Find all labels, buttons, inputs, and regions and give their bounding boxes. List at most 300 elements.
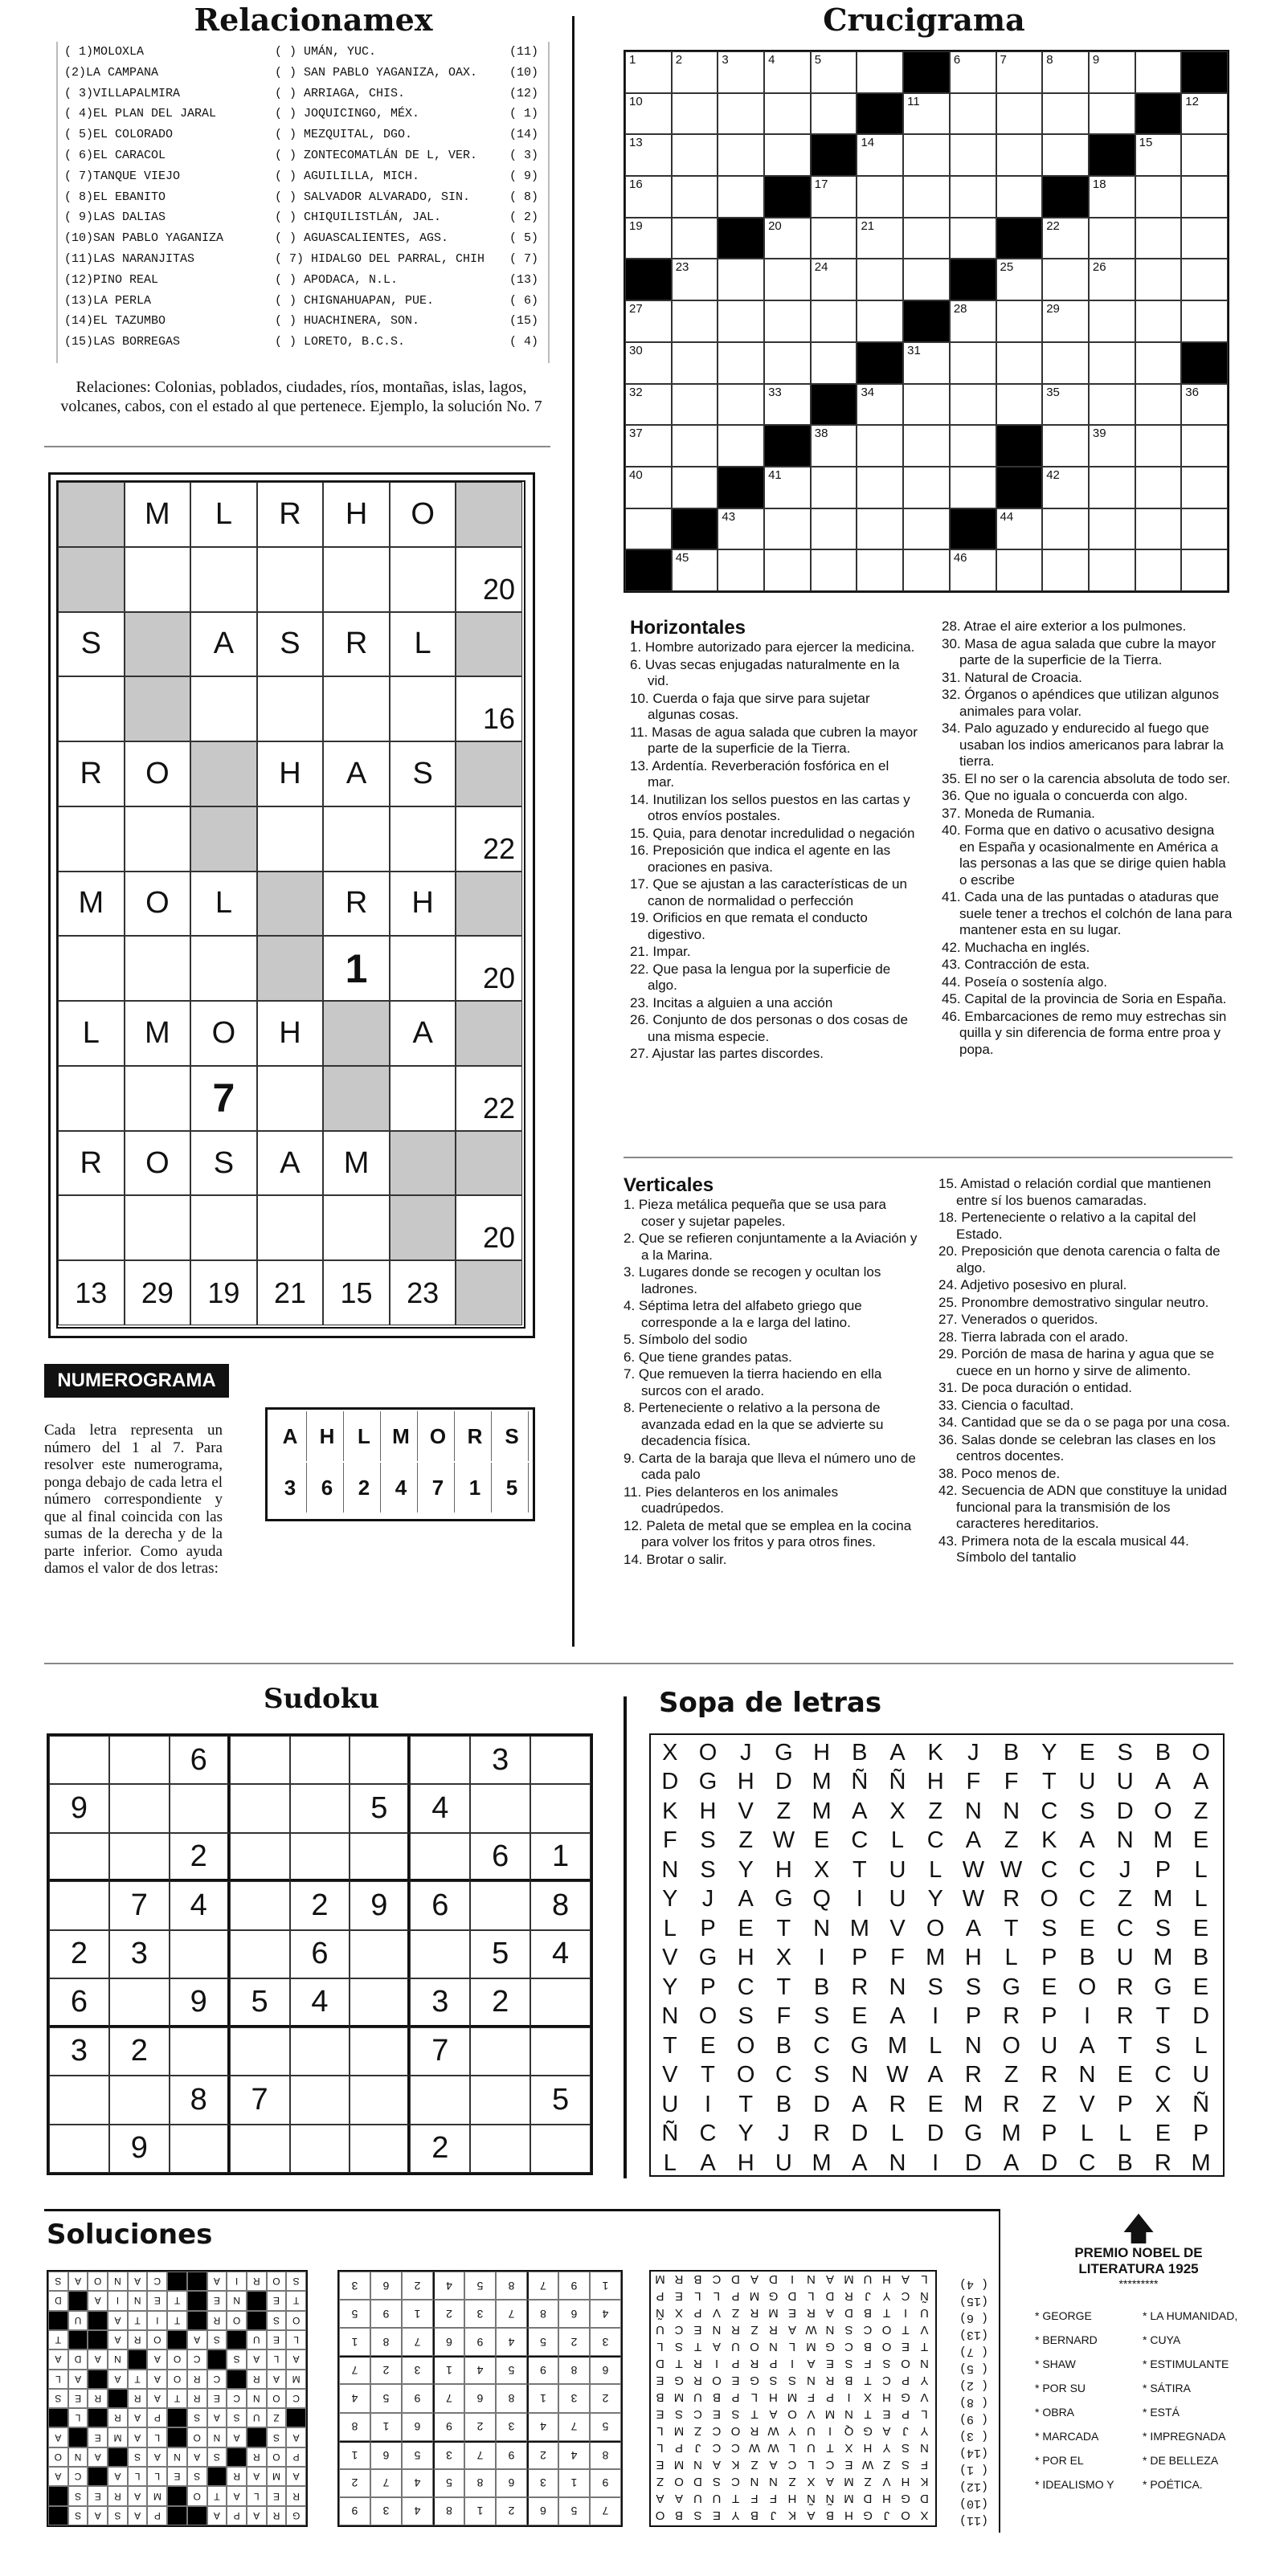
sopa-letter: X <box>889 1798 906 1824</box>
sopa-solution-letter: B <box>864 2306 873 2320</box>
sudoku-cell: 4 <box>170 1881 230 1929</box>
sudoku-solution-cell: 8 <box>496 2384 527 2412</box>
crucigrama-solution-cell: A <box>88 2349 108 2369</box>
sudoku-solution-cell: 8 <box>527 2300 558 2328</box>
sudoku-cell: 6 <box>470 1833 530 1881</box>
sopa-solution-letter: T <box>920 2340 929 2354</box>
crucigrama-cell <box>625 93 672 135</box>
numerograma-cell: 7 <box>190 1066 257 1131</box>
crucigrama-cell <box>857 508 903 550</box>
sopa-letter: C <box>699 2121 717 2147</box>
sopa-solution-letter: M <box>673 2390 685 2404</box>
numerograma-cell: H <box>390 872 456 937</box>
numerograma-cell <box>257 547 324 612</box>
sudoku-cell <box>49 1736 109 1784</box>
crucigrama-cell <box>996 300 1043 342</box>
sopa-title: Sopa de letras <box>659 1687 882 1719</box>
sopa-solution-letter: P <box>731 2357 740 2370</box>
sopa-letter: P <box>1041 2121 1057 2147</box>
crucigrama-cell <box>811 93 857 135</box>
sudoku-cell <box>230 1930 290 1978</box>
sopa-letter: P <box>1192 2121 1209 2147</box>
crucigrama-solution-black <box>167 2272 187 2291</box>
sopa-solution-letter: C <box>712 2441 722 2455</box>
crucigrama-cell <box>1089 176 1135 218</box>
sopa-letter: U <box>1078 1769 1096 1795</box>
sopa-solution-letter: E <box>826 2357 835 2370</box>
sopa-solution-letter: P <box>656 2289 664 2303</box>
sopa-letter: M <box>849 1915 869 1941</box>
horizontal-clue: 40. Forma que en dativo o acusativo designa en España y ocasionalmente en América a las personas a las que se dirige quien habla o escribe <box>942 823 1226 888</box>
crucigrama-cell <box>718 342 764 384</box>
crucigrama-black-cell <box>857 93 903 135</box>
crucigrama-solution-cell: L <box>267 2349 287 2369</box>
sopa-letter: B <box>813 1974 830 2000</box>
crucigrama-solution-cell: R <box>247 2447 267 2467</box>
sopa-solution-letter: M <box>768 2306 779 2320</box>
crucigrama-solution-cell: U <box>247 2330 267 2349</box>
sopa-solution-letter: W <box>805 2323 817 2337</box>
sopa-solution-letter: P <box>902 2374 910 2387</box>
crucigrama-solution-cell: A <box>128 2427 148 2447</box>
crucigrama-solution-cell: A <box>247 2349 267 2369</box>
crucigrama-cell <box>1089 384 1135 426</box>
numerograma-cell: L <box>190 482 257 547</box>
sopa-letter: S <box>700 1827 716 1854</box>
sopa-solution-letter: L <box>808 2458 815 2472</box>
crucigrama-clue-number: 12 <box>1185 94 1199 108</box>
sudoku-cell: 1 <box>530 1833 591 1881</box>
crucigrama-solution-cell: E <box>267 2291 287 2310</box>
crucigrama-clue-number: 17 <box>814 178 828 192</box>
crucigrama-solution-cell: A <box>128 2272 148 2291</box>
crucigrama-cell <box>996 176 1043 218</box>
sudoku-cell <box>290 1736 350 1784</box>
crucigrama-cell <box>1135 176 1182 218</box>
sudoku-cell: 3 <box>470 1736 530 1784</box>
crucigrama-solution-cell: O <box>267 2272 287 2291</box>
sopa-letter: O <box>926 1915 945 1941</box>
sudoku-solution-cell: 7 <box>402 2328 433 2356</box>
sopa-letter: Z <box>1004 1827 1019 1854</box>
sopa-letter: B <box>1192 1945 1209 1971</box>
crucigrama-solution-cell: E <box>68 2389 88 2408</box>
sopa-solution-letter: T <box>882 2306 891 2320</box>
relacionamex-number: ( 9) <box>509 169 538 183</box>
horizontal-clue: 14. Inutilizan los sellos puestos en las cartas y otros envíos postales. <box>630 791 910 823</box>
sopa-solution-letter: O <box>750 2340 759 2354</box>
sopa-letter: G <box>850 2032 869 2059</box>
sudoku-solution-cell: 6 <box>370 2272 402 2300</box>
sopa-solution-letter: Z <box>864 2475 872 2488</box>
sopa-letter: N <box>813 1915 831 1941</box>
horizontal-clue: 16. Preposición que indica el agente en las oraciones en pasiva. <box>630 843 891 875</box>
crucigrama-cell <box>950 134 996 176</box>
crucigrama-solution-black <box>88 2467 108 2486</box>
crucigrama-solution-cell: A <box>187 2447 207 2467</box>
relacionamex-place: ( 1)MOLOXLA <box>64 45 145 59</box>
numerograma-key-value: 7 <box>422 1463 455 1513</box>
sopa-solution-letter: Z <box>788 2475 796 2488</box>
crucigrama-solution-cell: A <box>68 2370 88 2389</box>
sopa-solution-letter: E <box>713 2407 722 2421</box>
crucigrama-solution-cell: S <box>207 2330 227 2349</box>
numerograma-cell <box>257 936 324 1001</box>
crucigrama-solution-cell: D <box>68 2349 88 2369</box>
crucigrama-solution-black <box>88 2370 108 2389</box>
sudoku-solution-cell: 8 <box>496 2272 527 2300</box>
numerograma-cell <box>58 1066 125 1131</box>
numerograma-cell <box>323 806 390 872</box>
crucigrama-solution-cell: A <box>128 2486 148 2505</box>
sudoku-cell: 6 <box>49 1978 109 2027</box>
crucigrama-cell <box>1135 384 1182 426</box>
sopa-letter: U <box>1116 1945 1134 1971</box>
relacionamex-solution-number: (15) <box>959 2294 988 2308</box>
numerograma-cell <box>323 547 390 612</box>
numerograma-cell <box>125 612 191 677</box>
crucigrama-cell <box>857 176 903 218</box>
relacionamex-row <box>64 332 546 353</box>
crucigrama-cell <box>903 259 950 300</box>
crucigrama-cell <box>718 549 764 591</box>
crucigrama-cell <box>1042 300 1089 342</box>
sudoku-solution-cell: 7 <box>464 2441 496 2469</box>
crucigrama-solution-cell: T <box>167 2311 187 2330</box>
horizontal-clue: 21. Impar. <box>630 944 691 959</box>
crucigrama-solution-black <box>286 2408 306 2427</box>
sopa-letter: A <box>852 2091 868 2117</box>
numerograma-cell: O <box>125 872 191 937</box>
sopa-letter: A <box>1192 1769 1209 1795</box>
numerograma-key-value: 2 <box>348 1463 381 1513</box>
sudoku-solution-cell: 5 <box>402 2441 433 2469</box>
crucigrama-cell <box>811 549 857 591</box>
crucigrama-solution-cell: A <box>286 2427 306 2447</box>
crucigrama-solution-cell: E <box>207 2291 227 2310</box>
relacionamex-solution-number: ( 2) <box>959 2378 988 2392</box>
crucigrama-solution-cell: R <box>286 2486 306 2505</box>
crucigrama-clue-number: 32 <box>629 385 643 399</box>
sudoku-solution-cell: 9 <box>558 2272 590 2300</box>
sopa-letter: Z <box>1118 1886 1133 1913</box>
sopa-solution-letter: M <box>749 2289 760 2303</box>
crucigrama-solution-cell: R <box>227 2467 247 2486</box>
sopa-letter: S <box>738 2003 754 2030</box>
sopa-solution-letter: P <box>902 2407 910 2421</box>
sopa-letter: J <box>967 1739 979 1766</box>
verticales-column-2 <box>938 1176 1234 1567</box>
sopa-solution-letter: S <box>844 2357 853 2370</box>
sopa-solution-letter: Z <box>750 2458 758 2472</box>
sudoku-solution-cell: 1 <box>558 2469 590 2497</box>
relacionamex-list <box>56 42 550 363</box>
crucigrama-solution-black <box>207 2467 227 2486</box>
crucigrama-cell <box>1042 425 1089 467</box>
horizontal-clue: 46. Embarcaciones de remo muy estrechas sin quilla y sin diferencia de forma entre proa y popa. <box>942 1008 1227 1057</box>
crucigrama-cell <box>1181 549 1228 591</box>
crucigrama-solution-cell: S <box>128 2447 148 2467</box>
sopa-letter: A <box>700 2149 716 2176</box>
relacionamex-number: ( 3) <box>509 149 538 162</box>
sudoku-cell <box>530 1978 591 2027</box>
sopa-solution-letter: N <box>769 2340 778 2354</box>
crucigrama-cell <box>1089 425 1135 467</box>
sudoku-solution-cell: 6 <box>527 2497 558 2525</box>
crucigrama-title: Crucigrama <box>823 2 1025 38</box>
sopa-solution-letter: V <box>807 2407 816 2421</box>
relacionamex-place: ( 8)EL EBANITO <box>64 190 166 204</box>
nobel-word: * IDEALISMO Y <box>1035 2478 1114 2491</box>
sopa-solution-letter: U <box>807 2441 816 2455</box>
sudoku-solution-cell: 3 <box>590 2328 621 2356</box>
sudoku-solution-cell: 1 <box>402 2300 433 2328</box>
sopa-letter: T <box>1155 2003 1171 2030</box>
sopa-letter: F <box>776 2003 791 2030</box>
numerograma-cell <box>456 741 522 806</box>
crucigrama-solution-cell: S <box>187 2467 207 2486</box>
sudoku-solution-cell: 9 <box>433 2413 464 2441</box>
sopa-letter: D <box>1192 2003 1210 2030</box>
crucigrama-solution-cell: E <box>88 2427 108 2447</box>
nobel-word: * GEORGE <box>1035 2309 1092 2322</box>
relacionamex-row <box>64 145 546 166</box>
sudoku-solution-cell: 3 <box>433 2441 464 2469</box>
sopa-letter: C <box>1078 1886 1096 1913</box>
sudoku-solution-cell: 4 <box>339 2384 370 2412</box>
sopa-letter: L <box>890 1827 905 1854</box>
crucigrama-solution-cell: S <box>267 2311 287 2330</box>
crucigrama-solution-cell: C <box>286 2389 306 2408</box>
sudoku-cell <box>530 2027 591 2076</box>
numerograma-cell <box>323 1195 390 1260</box>
crucigrama-black-cell <box>996 467 1043 508</box>
horizontales-heading: Horizontales <box>630 617 746 639</box>
vertical-clue: 1. Pieza metálica pequeña que se usa para coser y sujetar papeles. <box>624 1197 887 1229</box>
sopa-letter: R <box>1003 2003 1020 2030</box>
crucigrama-solution-cell: A <box>227 2486 247 2505</box>
crucigrama-cell <box>996 384 1043 426</box>
sudoku-solution-cell: 7 <box>496 2300 527 2328</box>
numerograma-key-letter: S <box>496 1411 529 1461</box>
crucigrama-cell <box>857 51 903 93</box>
sopa-solution-letter: U <box>920 2306 929 2320</box>
crucigrama-solution-cell: L <box>48 2370 68 2389</box>
vertical-clue: 5. Símbolo del sodio <box>624 1332 748 1347</box>
relacionamex-place: (13)LA PERLA <box>64 293 152 308</box>
sopa-solution-letter: B <box>675 2509 684 2522</box>
crucigrama-solution-cell: L <box>247 2486 267 2505</box>
crucigrama-cell <box>625 342 672 384</box>
sopa-solution-letter: S <box>788 2374 797 2387</box>
sopa-solution-letter: N <box>807 2272 816 2286</box>
sudoku-cell: 3 <box>49 2027 109 2076</box>
relacionamex-title: Relacionamex <box>194 2 433 38</box>
crucigrama-solution-cell: A <box>88 2506 108 2525</box>
sopa-solution-letter: K <box>920 2475 929 2488</box>
sudoku-solution-cell: 1 <box>590 2272 621 2300</box>
relacionamex-solution-number: ( 3) <box>959 2429 988 2443</box>
sopa-letter: L <box>929 2032 942 2059</box>
crucigrama-solution-cell: P <box>286 2447 306 2467</box>
sopa-letter: M <box>963 2091 983 2117</box>
sopa-solution-letter: Z <box>656 2475 664 2488</box>
nobel-title: PREMIO NOBEL DE LITERATURA 1925 <box>1074 2245 1203 2276</box>
crucigrama-cell <box>1089 259 1135 300</box>
sopa-solution-letter: V <box>920 2390 929 2404</box>
numerograma-grid <box>56 480 525 1329</box>
relacionamex-solution-number: (10) <box>959 2496 988 2510</box>
sopa-letter: M <box>812 1798 832 1824</box>
crucigrama-solution-cell: A <box>108 2330 128 2349</box>
crucigrama-cell <box>672 425 718 467</box>
relacionamex-number: ( 8) <box>509 190 538 204</box>
sopa-letter: A <box>965 1915 982 1941</box>
sopa-solution-letter: O <box>712 2374 722 2387</box>
crucigrama-solution-cell: O <box>286 2311 306 2330</box>
crucigrama-black-cell <box>625 259 672 300</box>
crucigrama-solution-cell: E <box>88 2486 108 2505</box>
crucigrama-solution-cell: O <box>267 2389 287 2408</box>
horizontal-clue: 34. Palo aguzado y endurecido al fuego que usaban los indios americanos para labrar la tierra. <box>942 721 1224 769</box>
crucigrama-cell <box>625 467 672 508</box>
vertical-clue: 4. Séptima letra del alfabeto griego que corresponde a la e larga del latino. <box>624 1298 862 1330</box>
sopa-solution-letter: E <box>844 2458 853 2472</box>
numerograma-cell <box>390 1195 456 1260</box>
sudoku-solution-cell: 1 <box>339 2441 370 2469</box>
numerograma-cell: O <box>125 741 191 806</box>
sudoku-cell: 7 <box>230 2076 290 2124</box>
sopa-letter: U <box>1116 1769 1134 1795</box>
numerograma-instructions: Cada letra representa un número del 1 al 7. Para resolver este numerograma, ponga debajo de cada letra el número correspondiente y que al final coincida con las sumas de la derecha y de la parte inferior. Como ayuda damos el valor de dos letras: <box>44 1422 223 1577</box>
sudoku-cell <box>230 2125 290 2173</box>
crucigrama-cell <box>1135 467 1182 508</box>
sopa-letter: Y <box>738 2121 754 2147</box>
crucigrama-solution-cell: A <box>88 2291 108 2310</box>
crucigrama-black-cell <box>1042 176 1089 218</box>
sudoku-cell <box>530 1784 591 1832</box>
crucigrama-solution-cell: S <box>267 2427 287 2447</box>
sopa-letter: H <box>926 1769 944 1795</box>
sopa-solution-letter: W <box>767 2424 779 2438</box>
crucigrama-black-cell <box>764 176 811 218</box>
sopa-letter: R <box>1041 2062 1058 2088</box>
sopa-letter: N <box>1116 1827 1134 1854</box>
numerograma-cell <box>390 936 456 1001</box>
crucigrama-cell <box>996 508 1043 550</box>
crucigrama-solution-black <box>68 2330 88 2349</box>
sopa-solution-letter: B <box>844 2374 853 2387</box>
crucigrama-cell <box>1181 467 1228 508</box>
sopa-solution-letter: E <box>656 2374 664 2387</box>
sopa-solution-letter: W <box>861 2458 874 2472</box>
sopa-solution-letter: Y <box>882 2289 891 2303</box>
sopa-solution-letter: Y <box>788 2424 797 2438</box>
sopa-letter: D <box>926 2121 944 2147</box>
sudoku-solution <box>337 2270 623 2527</box>
sopa-solution-letter: L <box>921 2272 928 2286</box>
numerograma-cell: L <box>58 1001 125 1066</box>
sopa-letter: O <box>1192 1739 1210 1766</box>
sopa-solution-letter: T <box>731 2492 740 2505</box>
sopa-letter: S <box>965 1974 982 2000</box>
crucigrama-cell <box>857 467 903 508</box>
crucigrama-clue-number: 29 <box>1046 302 1060 316</box>
sopa-solution-letter: D <box>656 2357 664 2370</box>
crucigrama-cell <box>903 549 950 591</box>
horizontal-clue: 35. El no ser o la carencia absoluta de todo ser. <box>942 770 1231 786</box>
sudoku-grid <box>47 1733 593 2175</box>
crucigrama-cell <box>811 300 857 342</box>
crucigrama-cell <box>1181 425 1228 467</box>
sopa-solution-letter: P <box>693 2306 702 2320</box>
crucigrama-cell <box>625 218 672 259</box>
sopa-solution-letter: E <box>713 2509 722 2522</box>
crucigrama-solution-black <box>167 2330 187 2349</box>
numerograma-cell: L <box>390 612 456 677</box>
relacionamex-row <box>64 207 546 228</box>
sopa-letter: T <box>738 2091 754 2117</box>
numerograma-badge: NUMEROGRAMA <box>44 1364 229 1398</box>
crucigrama-clue-number: 40 <box>629 467 643 482</box>
sopa-solution-letter: G <box>750 2374 759 2387</box>
sopa-letter: O <box>1002 2032 1020 2059</box>
vertical-clue: 15. Amistad o relación cordial que mantienen entre sí los buenos camaradas. <box>938 1176 1212 1208</box>
crucigrama-clue-number: 43 <box>722 509 736 524</box>
numerograma-cell: S <box>58 612 125 677</box>
sudoku-cell: 6 <box>170 1736 230 1784</box>
sopa-solution-letter: H <box>882 2390 891 2404</box>
sopa-solution-letter: A <box>769 2407 778 2421</box>
crucigrama-solution-cell: L <box>128 2467 148 2486</box>
crucigrama-cell <box>718 425 764 467</box>
relacionamex-solution-number: ( 7) <box>959 2345 988 2358</box>
sopa-letter: Z <box>1193 1798 1208 1824</box>
sopa-solution-letter: T <box>864 2374 872 2387</box>
crucigrama-cell <box>764 218 811 259</box>
numerograma-cell <box>190 741 257 806</box>
sopa-solution-letter: M <box>673 2458 685 2472</box>
crucigrama-clue-number: 3 <box>722 53 729 67</box>
relacionamex-row <box>64 125 546 145</box>
sopa-letter: J <box>778 2121 790 2147</box>
sopa-solution-letter: N <box>920 2441 929 2455</box>
crucigrama-clue-number: 14 <box>861 136 875 150</box>
relacionamex-row <box>64 291 546 312</box>
horizontal-clue: 37. Moneda de Rumania. <box>942 805 1095 821</box>
sopa-letter: O <box>1077 1974 1097 2000</box>
sopa-letter: N <box>889 2149 906 2176</box>
numerograma-cell <box>456 612 522 677</box>
crucigrama-cell <box>1135 51 1182 93</box>
sopa-solution-letter: V <box>920 2323 929 2337</box>
crucigrama-cell <box>1042 467 1089 508</box>
crucigrama-cell <box>672 300 718 342</box>
crucigrama-cell <box>672 134 718 176</box>
sopa-solution-letter: Z <box>750 2323 758 2337</box>
crucigrama-solution-black <box>68 2291 88 2310</box>
crucigrama-black-cell <box>903 300 950 342</box>
relacionamex-place: ( 3)VILLAPALMIRA <box>64 86 181 100</box>
numerograma-cell <box>390 676 456 741</box>
crucigrama-solution-cell: A <box>187 2330 207 2349</box>
crucigrama-black-cell <box>950 508 996 550</box>
sopa-solution-letter: E <box>731 2374 740 2387</box>
crucigrama-solution-cell: S <box>68 2506 88 2525</box>
sopa-letter: T <box>1004 1915 1019 1941</box>
sudoku-cell <box>290 1833 350 1881</box>
crucigrama-solution-cell: S <box>227 2349 247 2369</box>
